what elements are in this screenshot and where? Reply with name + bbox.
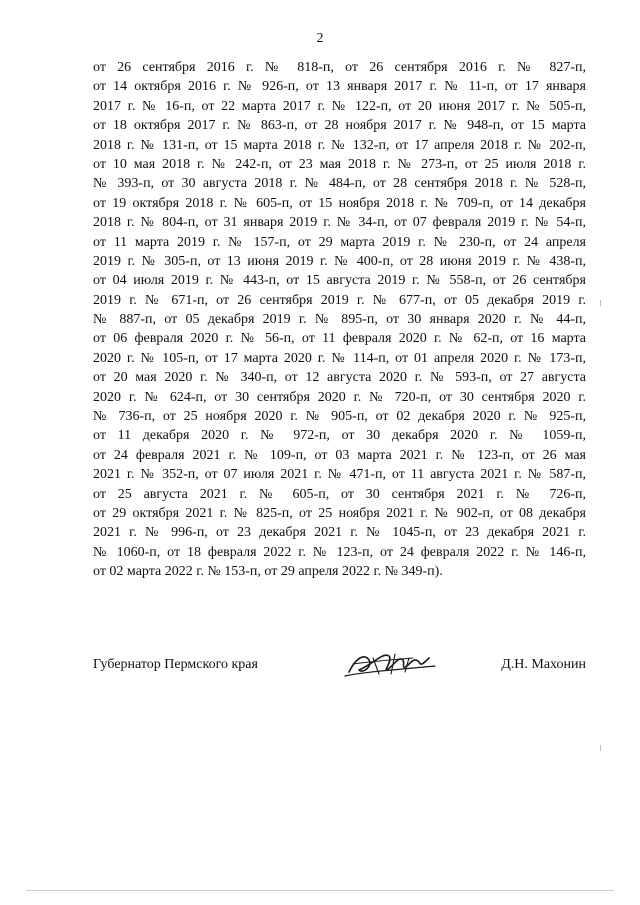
body-line: от 02 марта 2022 г. № 153-п, от 29 апреля 2022 г. № 349-п). — [93, 564, 443, 580]
signatory-name: Д.Н. Махонин — [501, 657, 586, 672]
body-line: № 1060-п, от 18 февраля 2022 г. № 123-п, от 24 февраля 2022 г. № 146-п, — [93, 544, 586, 560]
body-line: 2020 г. № 624-п, от 30 сентября 2020 г. № 720-п, от 30 сентября 2020 г. — [93, 389, 586, 405]
body-line: 2021 г. № 352-п, от 07 июля 2021 г. № 471-п, от 11 августа 2021 г. № 587-п, — [93, 467, 586, 483]
page-number: 2 — [316, 31, 324, 46]
body-line: № 736-п, от 25 ноября 2020 г. № 905-п, от 02 декабря 2020 г. № 925-п, — [93, 409, 586, 425]
body-line: от 25 августа 2021 г. № 605-п, от 30 сентября 2021 г. № 726-п, — [93, 486, 586, 502]
handwritten-signature — [343, 646, 438, 682]
body-line: от 11 декабря 2020 г. № 972-п, от 30 декабря 2020 г. № 1059-п, — [93, 428, 586, 444]
body-line: от 18 октября 2017 г. № 863-п, от 28 ноября 2017 г. № 948-п, от 15 марта — [93, 118, 586, 134]
body-line: от 06 февраля 2020 г. № 56-п, от 11 февраля 2020 г. № 62-п, от 16 марта — [93, 331, 586, 347]
signature-block — [93, 652, 586, 682]
signatory-title: Губернатор Пермского края — [93, 657, 258, 672]
body-line: от 04 июля 2019 г. № 443-п, от 15 августа 2019 г. № 558-п, от 26 сентября — [93, 273, 586, 289]
body-line: № 887-п, от 05 декабря 2019 г. № 895-п, от 30 января 2020 г. № 44-п, — [93, 312, 586, 328]
body-line: 2018 г. № 804-п, от 31 января 2019 г. № 34-п, от 07 февраля 2019 г. № 54-п, — [93, 215, 586, 231]
body-line: 2017 г. № 16-п, от 22 марта 2017 г. № 122-п, от 20 июня 2017 г. № 505-п, — [93, 98, 586, 114]
margin-mark — [600, 300, 601, 306]
body-line: от 19 октября 2018 г. № 605-п, от 15 ноября 2018 г. № 709-п, от 14 декабря — [93, 195, 586, 211]
body-line: от 11 марта 2019 г. № 157-п, от 29 марта 2019 г. № 230-п, от 24 апреля — [93, 234, 586, 250]
body-line: 2020 г. № 105-п, от 17 марта 2020 г. № 114-п, от 01 апреля 2020 г. № 173-п, — [93, 350, 586, 366]
body-line: № 393-п, от 30 августа 2018 г. № 484-п, от 28 сентября 2018 г. № 528-п, — [93, 176, 586, 192]
body-line: от 14 октября 2016 г. № 926-п, от 13 января 2017 г. № 11-п, от 17 января — [93, 79, 586, 95]
bottom-divider — [26, 890, 614, 891]
margin-mark — [600, 745, 601, 751]
body-line: 2019 г. № 305-п, от 13 июня 2019 г. № 400-п, от 28 июня 2019 г. № 438-п, — [93, 253, 586, 269]
document-body-text — [93, 58, 586, 582]
body-line: 2019 г. № 671-п, от 26 сентября 2019 г. № 677-п, от 05 декабря 2019 г. — [93, 292, 586, 308]
body-line: от 24 февраля 2021 г. № 109-п, от 03 марта 2021 г. № 123-п, от 26 мая — [93, 447, 586, 463]
body-line: 2021 г. № 996-п, от 23 декабря 2021 г. № 1045-п, от 23 декабря 2021 г. — [93, 525, 586, 541]
body-line: от 20 мая 2020 г. № 340-п, от 12 августа 2020 г. № 593-п, от 27 августа — [93, 370, 586, 386]
body-line: от 10 мая 2018 г. № 242-п, от 23 мая 2018 г. № 273-п, от 25 июля 2018 г. — [93, 156, 586, 172]
body-line: от 26 сентября 2016 г. № 818-п, от 26 сентября 2016 г. № 827-п, — [93, 60, 586, 75]
body-line: от 29 октября 2021 г. № 825-п, от 25 ноября 2021 г. № 902-п, от 08 декабря — [93, 505, 586, 521]
body-line: 2018 г. № 131-п, от 15 марта 2018 г. № 132-п, от 17 апреля 2018 г. № 202-п, — [93, 137, 586, 153]
